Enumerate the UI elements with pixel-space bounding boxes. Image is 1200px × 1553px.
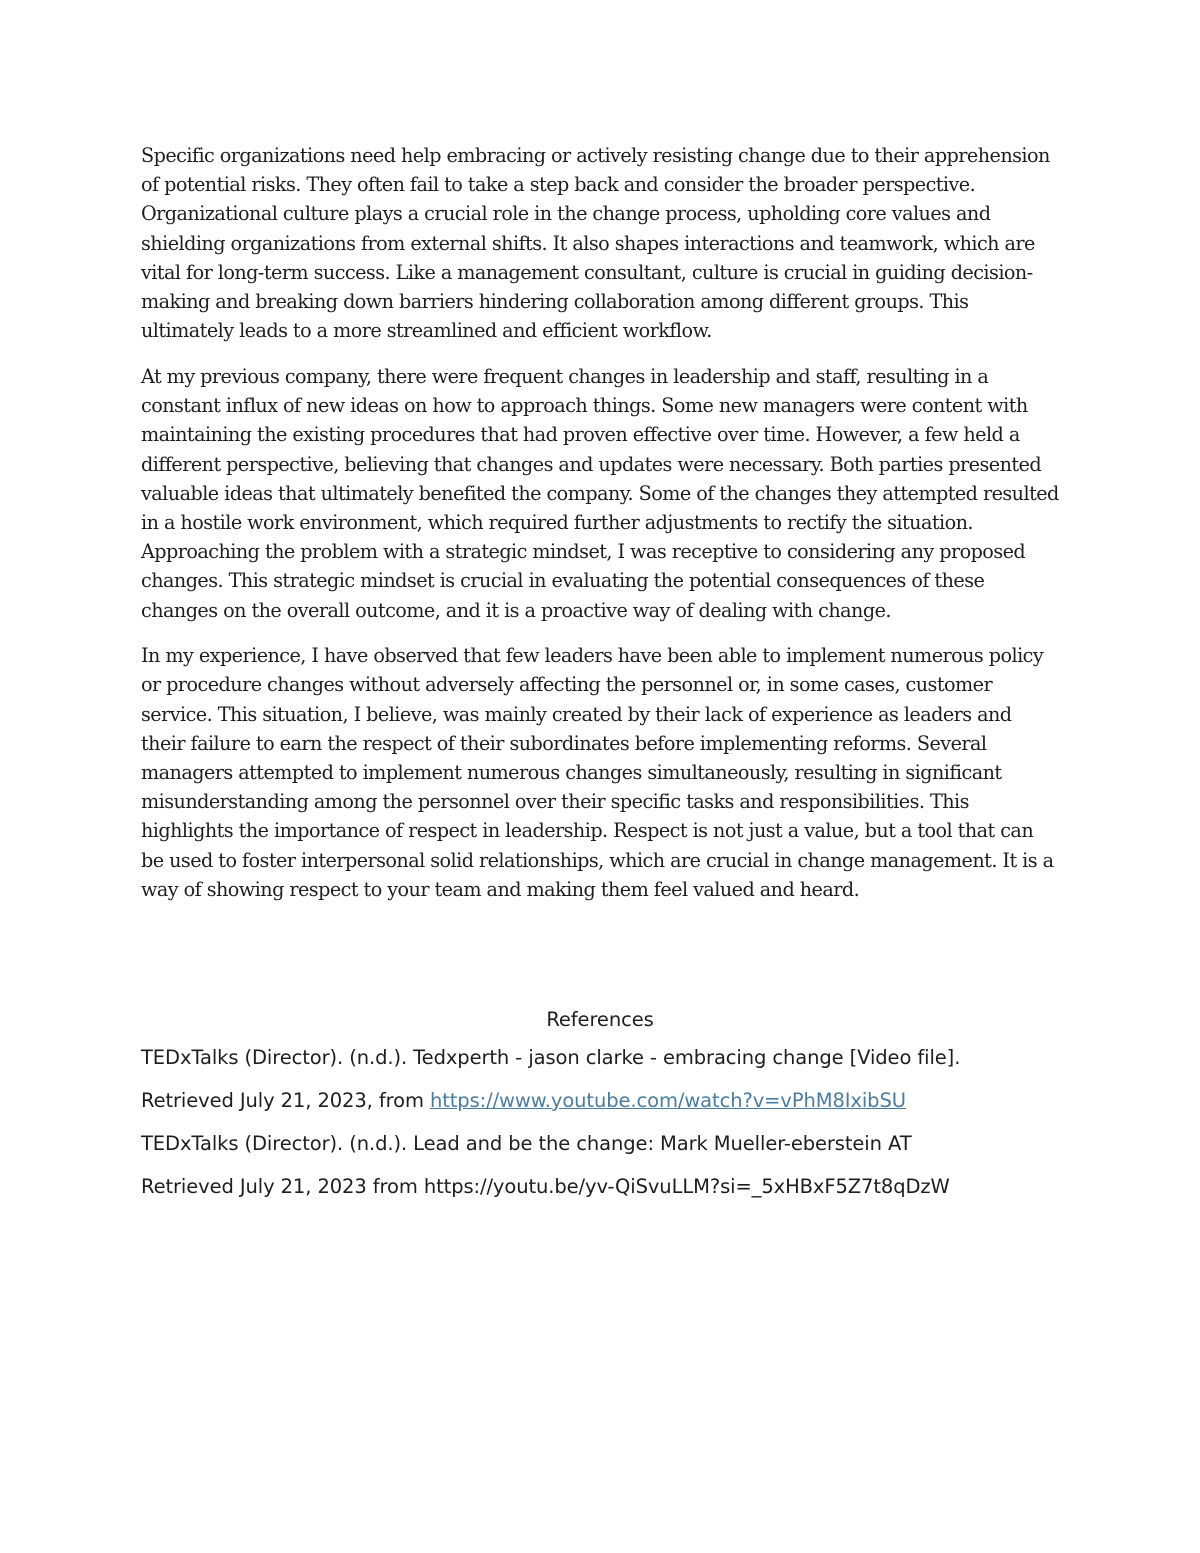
paragraph-1: Specific organizations need help embracing or actively resisting change due to their apprehension of potential risks. They often fail to take a step back and consider the broader perspective. Organizational culture plays a crucial role in the change process, upholding core values and shielding organizations from external shifts. It also shapes interactions and teamwork, which are vital for long-term success. Like a management consultant, culture is crucial in guiding decision-making and breaking down barriers hindering collaboration among different groups. This ultimately leads to a more streamlined and efficient workflow.	[141, 144, 1050, 343]
reference-youtube-link[interactable]: https://www.youtube.com/watch?v=vPhM8IxibSU	[429, 1089, 906, 1112]
references-section	[141, 1004, 1071, 1208]
reference-line-3: TEDxTalks (Director). (n.d.). Lead and be the change: Mark Mueller-eberstein AT	[141, 1132, 912, 1155]
references-heading: References	[546, 1008, 654, 1031]
essay-body	[141, 141, 1061, 921]
reference-line-4: Retrieved July 21, 2023 from https://youtu.be/yv-QiSvuLLM?si=_5xHBxF5Z7t8qDzW	[141, 1175, 950, 1198]
reference-line-2-text: Retrieved July 21, 2023, from	[141, 1089, 430, 1112]
paragraph-2: At my previous company, there were frequent changes in leadership and staff, resulting in a constant influx of new ideas on how to approach things. Some new managers were content with maintaining the existing procedures that had proven effective over time. However, a few held a different perspective, believing that changes and updates were necessary. Both parties presented valuable ideas that ultimately benefited the company. Some of the changes they attempted resulted in a hostile work environment, which required further adjustments to rectify the situation. Approaching the problem with a strategic mindset, I was receptive to considering any proposed changes. This strategic mindset is crucial in evaluating the potential consequences of these changes on the overall outcome, and it is a proactive way of dealing with change.	[141, 364, 1059, 622]
reference-line-1: TEDxTalks (Director). (n.d.). Tedxperth - jason clarke - embracing change [Video file].	[141, 1046, 961, 1069]
paragraph-3: In my experience, I have observed that few leaders have been able to implement numerous policy or procedure changes without adversely affecting the personnel or, in some cases, customer service. This situation, I believe, was mainly created by their lack of experience as leaders and their failure to earn the respect of their subordinates before implementing reforms. Several managers attempted to implement numerous changes simultaneously, resulting in significant misunderstanding among the personnel over their specific tasks and responsibilities. This highlights the importance of respect in leadership. Respect is not just a value, but a tool that can be used to foster interpersonal solid relationships, which are crucial in change management. It is a way of showing respect to your team and making them feel valued and heard.	[141, 644, 1054, 901]
reference-line-2	[141, 1079, 1071, 1122]
